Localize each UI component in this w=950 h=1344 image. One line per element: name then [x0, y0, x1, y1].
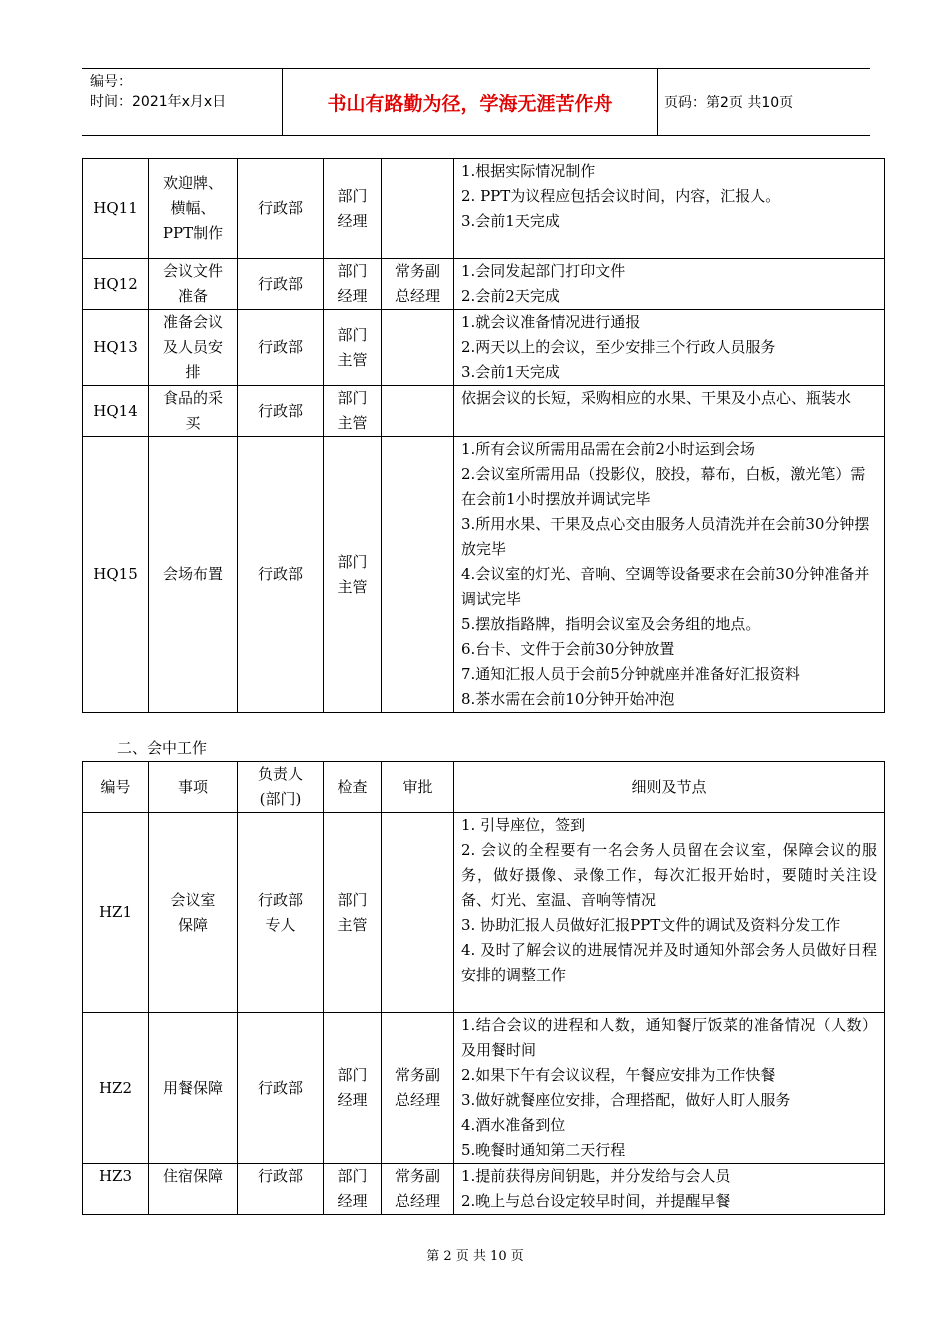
- row-approve: 常务副总经理: [382, 259, 454, 310]
- header-id: 编号: [83, 762, 149, 813]
- table-row: [83, 259, 885, 310]
- row-item: 会议文件准备: [149, 259, 238, 310]
- table-row: [83, 813, 885, 1013]
- header-item: 事项: [149, 762, 238, 813]
- number-label: 编号：: [90, 74, 132, 90]
- row-owner: 行政部专人: [238, 813, 324, 1013]
- row-details: 1.所有会议所需用品需在会前2小时运到会场 2.会议室所需用品（投影仪，胶投，幕布，白板，激光笔）需在会前1小时摆放并调试完毕 3.所用水果、干果及点心交由服务人员清洗并在会前30分钟摆放完毕 4.会议室的灯光、音响、空调等设备要求在会前30分钟准备并调试完毕 5.摆放指路牌，指明会议室及会务组的地点。 6.台卡、文件于会前30分钟放置 7.通知汇报人员于会前5分钟就座并准备好汇报资料 8.茶水需在会前10分钟开始冲泡: [454, 437, 885, 713]
- row-approve: [382, 159, 454, 259]
- row-check: 部门经理: [324, 259, 382, 310]
- table-row: [83, 310, 885, 386]
- row-approve: [382, 813, 454, 1013]
- row-details: 1.就会议准备情况进行通报 2.两天以上的会议，至少安排三个行政人员服务 3.会前1天完成: [454, 310, 885, 386]
- row-id: HQ12: [83, 259, 149, 310]
- row-check: 部门经理: [324, 1164, 382, 1215]
- row-check: 部门经理: [324, 1013, 382, 1164]
- row-id: HZ2: [83, 1013, 149, 1164]
- row-approve: 常务副总经理: [382, 1013, 454, 1164]
- table-header-row: [83, 762, 885, 813]
- row-owner: 行政部: [238, 159, 324, 259]
- row-approve: [382, 437, 454, 713]
- row-id: HQ14: [83, 386, 149, 437]
- row-owner: 行政部: [238, 1013, 324, 1164]
- row-item: 会议室保障: [149, 813, 238, 1013]
- table-row: [83, 159, 885, 259]
- row-details: 1. 引导座位，签到 2. 会议的全程要有一名会务人员留在会议室，保障会议的服务，做好摄像、录像工作，每次汇报开始时，要随时关注设备、灯光、室温、音响等情况 3. 协助汇报人员做好汇报PPT文件的调试及资料分发工作 4. 及时了解会议的进展情况并及时通知外部会务人员做好日程安排的调整工作: [454, 813, 885, 1013]
- row-owner: 行政部: [238, 1164, 324, 1215]
- page-label: 页码：第2页 共10页: [664, 95, 794, 111]
- row-details: 1.提前获得房间钥匙，并分发给与会人员 2.晚上与总台设定较早时间，并提醒早餐: [454, 1164, 885, 1215]
- header-details: 细则及节点: [454, 762, 885, 813]
- header-owner: 负责人(部门): [238, 762, 324, 813]
- row-check: 部门主管: [324, 386, 382, 437]
- row-id: HZ1: [83, 813, 149, 1013]
- row-item: 会场布置: [149, 437, 238, 713]
- page-header: [82, 68, 870, 136]
- row-details: 1.根据实际情况制作 2. PPT为议程应包括会议时间，内容，汇报人。 3.会前1天完成: [454, 159, 885, 259]
- row-details: 依据会议的长短，采购相应的水果、干果及小点心、瓶装水: [454, 386, 885, 437]
- section-title: 二、会中工作: [117, 739, 208, 757]
- row-id: HZ3: [83, 1164, 149, 1215]
- row-check: 部门主管: [324, 813, 382, 1013]
- row-item: 食品的采买: [149, 386, 238, 437]
- header-approve: 审批: [382, 762, 454, 813]
- row-item: 欢迎牌、横幅、PPT制作: [149, 159, 238, 259]
- page-footer: 第 2 页 共 10 页: [426, 1249, 524, 1264]
- row-approve: [382, 310, 454, 386]
- row-id: HQ11: [83, 159, 149, 259]
- row-id: HQ13: [83, 310, 149, 386]
- row-check: 部门主管: [324, 310, 382, 386]
- header-check: 检查: [324, 762, 382, 813]
- table-row: [83, 1164, 885, 1215]
- row-details: 1.会同发起部门打印文件 2.会前2天完成: [454, 259, 885, 310]
- header-info: [82, 69, 282, 135]
- row-details: 1.结合会议的进程和人数，通知餐厅饭菜的准备情况（人数）及用餐时间 2.如果下午有会议议程，午餐应安排为工作快餐 3.做好就餐座位安排，合理搭配，做好人盯人服务 4.酒水准备到位 5.晚餐时通知第二天行程: [454, 1013, 885, 1164]
- row-owner: 行政部: [238, 310, 324, 386]
- table-row: [83, 437, 885, 713]
- row-approve: [382, 386, 454, 437]
- in-meeting-table: [82, 761, 885, 1215]
- row-owner: 行政部: [238, 386, 324, 437]
- row-id: HQ15: [83, 437, 149, 713]
- row-owner: 行政部: [238, 437, 324, 713]
- row-approve: 常务副总经理: [382, 1164, 454, 1215]
- row-item: 用餐保障: [149, 1013, 238, 1164]
- row-item: 住宿保障: [149, 1164, 238, 1215]
- row-check: 部门主管: [324, 437, 382, 713]
- pre-meeting-table: [82, 158, 885, 713]
- row-check: 部门经理: [324, 159, 382, 259]
- table-row: [83, 1013, 885, 1164]
- motto: 书山有路勤为径，学海无涯苦作舟: [282, 69, 658, 135]
- row-owner: 行政部: [238, 259, 324, 310]
- date-label: 时间：2021年x月x日: [90, 94, 227, 110]
- table-row: [83, 386, 885, 437]
- row-item: 准备会议及人员安排: [149, 310, 238, 386]
